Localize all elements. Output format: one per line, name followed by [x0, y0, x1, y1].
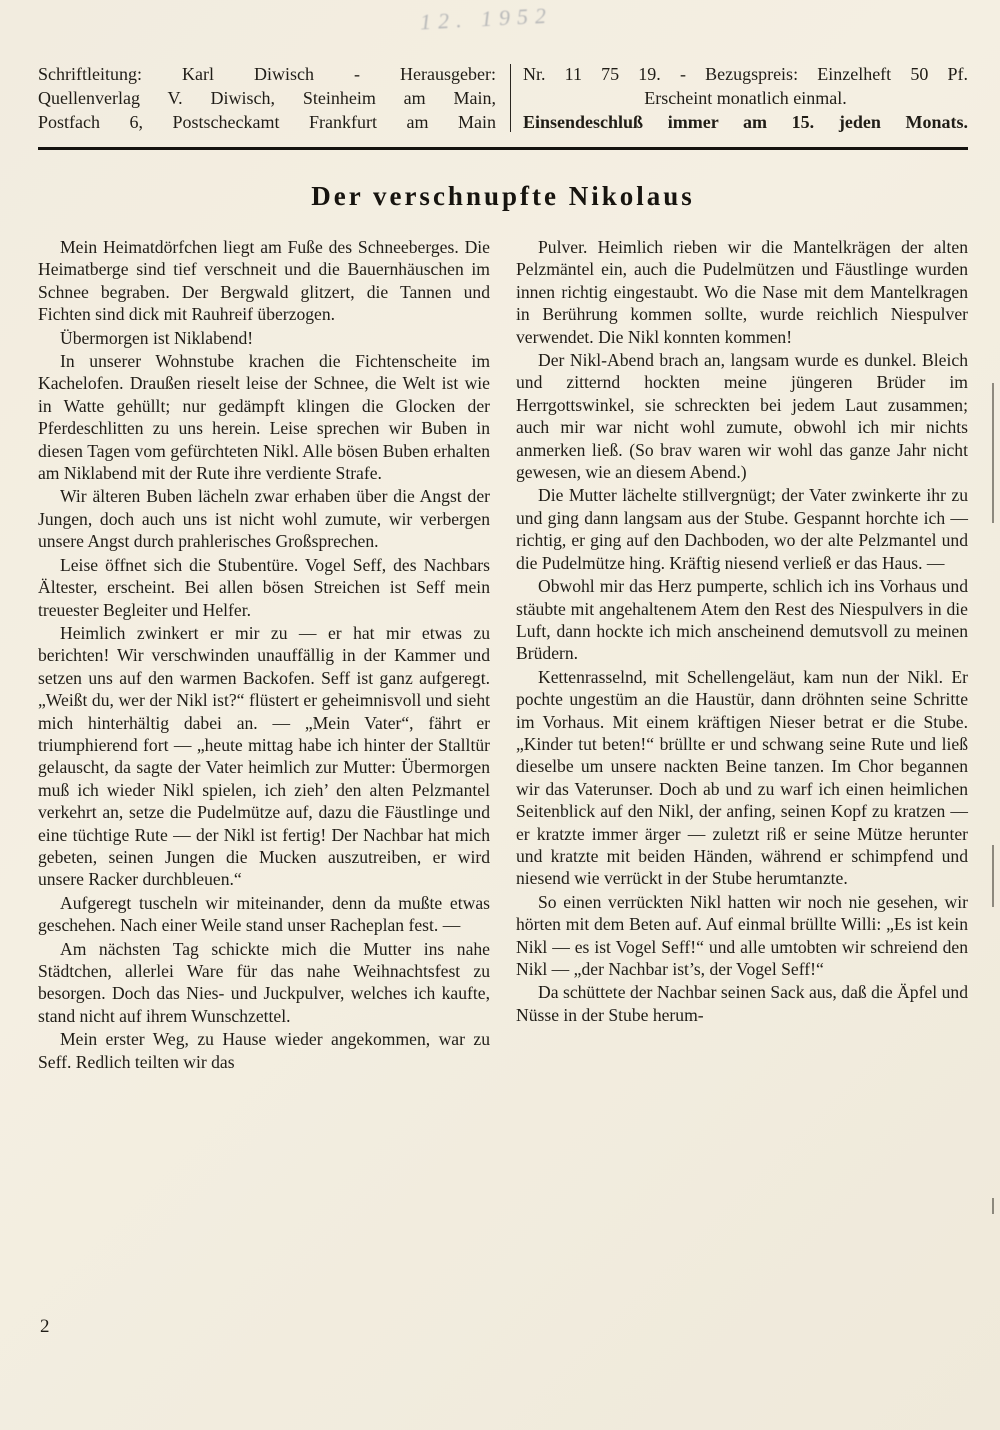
masthead-horizontal-rule	[38, 147, 968, 150]
article-paragraph: Am nächsten Tag schickte mich die Mutter ins nahe Städtchen, allerlei Ware für das nahe Weihnachtsfest zu besorgen. Doch das Nies- und Juckpulver, welches ich kaufte, stand nicht auf ihrem Wunschzettel.	[38, 938, 490, 1026]
article-paragraph: Wir älteren Buben lächeln zwar erhaben über die Angst der Jungen, doch auch uns ist nicht wohl zumute, wir verbergen unsere Angst durch prahlerisches Großsprechen.	[38, 486, 490, 552]
article-paragraph: Kettenrasselnd, mit Schellengeläut, kam nun der Nikl. Er pochte ungestüm an die Haustür, dann dröhnten seine Schritte im Vorhaus. Mit einem kräftigen Nieser betrat er die Stube. „Kinder tut beten!“ brüllte er und schwang seine Rute und ließ dieselbe um unsere nackten Beine tanzen. Im Chor begannen wir das Vaterunser. Doch ab und zu warf ich einen heimlichen Seitenblick auf den Nikl, der anfing, seinen Kopf zu kratzen — er kratzte immer ärger — zuletzt riß er seine Mütze herunter und kratzte mit beiden Händen, während er schimpfend und niesend wie verrückt in der Stube herumtanzte.	[516, 666, 968, 889]
article-paragraph: Aufgeregt tuscheln wir miteinander, denn da mußte etwas geschehen. Nach einer Weile stand unser Racheplan fest. —	[38, 892, 490, 936]
masthead-right-line-bold: Einsendeschluß immer am 15. jeden Monats.	[523, 112, 968, 132]
article-title: Der verschnupfte Nikolaus	[311, 181, 695, 211]
scan-artifact-line	[992, 383, 994, 523]
masthead-left-line: Schriftleitung: Karl Diwisch - Herausgeber:	[38, 64, 496, 84]
article-paragraph: Mein erster Weg, zu Hause wieder angekommen, war zu Seff. Redlich teilten wir das	[38, 1029, 490, 1072]
article-body	[38, 236, 968, 1074]
masthead-right-line: Nr. 11 75 19. - Bezugspreis: Einzelheft 50 Pf.	[523, 64, 968, 84]
masthead-publisher-info	[38, 62, 496, 134]
article-paragraph: Mein Heimatdörfchen liegt am Fuße des Schneeberges. Die Heimatberge sind tief verschneit und die Bauernhäuschen im Schnee begraben. Der Bergwald glitzert, die Tannen und Fichten sind dick mit Rauhreif überzogen.	[38, 237, 490, 325]
article-paragraph: Der Nikl-Abend brach an, langsam wurde es dunkel. Bleich und zitternd hockten meine jüngeren Brüder im Herrgottswinkel, sie schreckten bei jedem Laut zusammen; auch mir war nicht wohl zumute, obwohl ich mir nichts anmerken ließ. (So brav waren wir wohl das ganze Jahr nicht gewesen, wie an diesem Abend.)	[516, 350, 968, 483]
right-column	[516, 236, 968, 1074]
masthead-vertical-divider	[510, 64, 511, 132]
handwritten-note: 12. 1952	[419, 2, 554, 35]
scan-artifact-line	[992, 1198, 994, 1214]
page-number: 2	[40, 1316, 50, 1337]
article-paragraph: In unserer Wohnstube krachen die Fichtenscheite im Kachelofen. Draußen rieselt leise der Schnee, die Welt ist wie in Watte gehüllt; nur gedämpft klingen die Glocken der Pferdeschlitten zu uns herein. Leise sprechen wir Buben in diesen Tagen vom gefürchteten Nikl. Alle bösen Buben erhalten am Niklabend mit der Rute ihre verdiente Strafe.	[38, 351, 490, 484]
scan-artifact-line	[992, 845, 994, 907]
masthead	[38, 62, 968, 134]
article-paragraph: Obwohl mir das Herz pumperte, schlich ich ins Vorhaus und stäubte mit angehaltenem Atem den Rest des Niespulvers in die Luft, dann hockte ich mich anscheinend demutsvoll zu meinen Brüdern.	[516, 576, 968, 664]
masthead-left-line: Postfach 6, Postscheckamt Frankfurt am Main	[38, 112, 496, 132]
masthead-left-line: Quellenverlag V. Diwisch, Steinheim am Main,	[38, 88, 496, 108]
article-paragraph: Da schüttete der Nachbar seinen Sack aus, daß die Äpfel und Nüsse in der Stube herum-	[516, 982, 968, 1025]
article-paragraph: Übermorgen ist Niklabend!	[60, 327, 254, 348]
article-paragraph: Heimlich zwinkert er mir zu — er hat mir etwas zu berichten! Wir verschwinden unauffällig in der Kammer und setzen uns auf den warmen Backofen. Seff ist ganz aufgeregt. „Weißt du, wer der Nikl ist?“ flüstert er geheimnisvoll und sieht mich hinterhältig dabei an. — „Mein Vater“, fährt er triumphierend fort — „heute mittag habe ich hinter der Stalltür gelauscht, da sagte der Vater heimlich zur Mutter: Übermorgen muß ich wieder Nikl spielen, ich zieh’ den alten Pelzmantel verkehrt an, setze die Pudelmütze auf, dazu die Fäustlinge und eine tüchtige Rute — der Nikl ist fertig! Der Nachbar hat mich gebeten, seinen Jungen die Mucken auszutreiben, er wird unsere Racker durchbleuen.“	[38, 622, 490, 890]
left-column	[38, 236, 490, 1074]
masthead-issue-info	[523, 62, 968, 134]
article-paragraph: Pulver. Heimlich rieben wir die Mantelkrägen der alten Pelzmäntel ein, auch die Pudelmützen und Fäustlinge wurden innen richtig eingestaubt. Wo die Nase mit dem Mantelkragen in Berührung kommen sollte, wurde reichlich Niespulver verwendet. Die Nikl konnten kommen!	[516, 237, 968, 347]
article-paragraph: Die Mutter lächelte stillvergnügt; der Vater zwinkerte ihr zu und ging dann langsam aus der Stube. Gespannt horchte ich — richtig, er ging auf den Dachboden, wo der alte Pelzmantel und die Pudelmütze hing. Kräftig niesend verließ er das Haus. —	[516, 485, 968, 573]
article-paragraph: So einen verrückten Nikl hatten wir noch nie gesehen, wir hörten mit dem Beten auf. Auf einmal brüllte Willi: „Es ist kein Nikl — es ist Vogel Seff!“ und alle umtobten wir schreiend den Nikl — „der Nachbar ist’s, der Vogel Seff!“	[516, 891, 968, 979]
masthead-right-line: Erscheint monatlich einmal.	[644, 88, 847, 108]
article-paragraph: Leise öffnet sich die Stubentüre. Vogel Seff, des Nachbars Ältester, erscheint. Bei allen bösen Streichen ist Seff mein treuester Begleiter und Helfer.	[38, 554, 490, 620]
